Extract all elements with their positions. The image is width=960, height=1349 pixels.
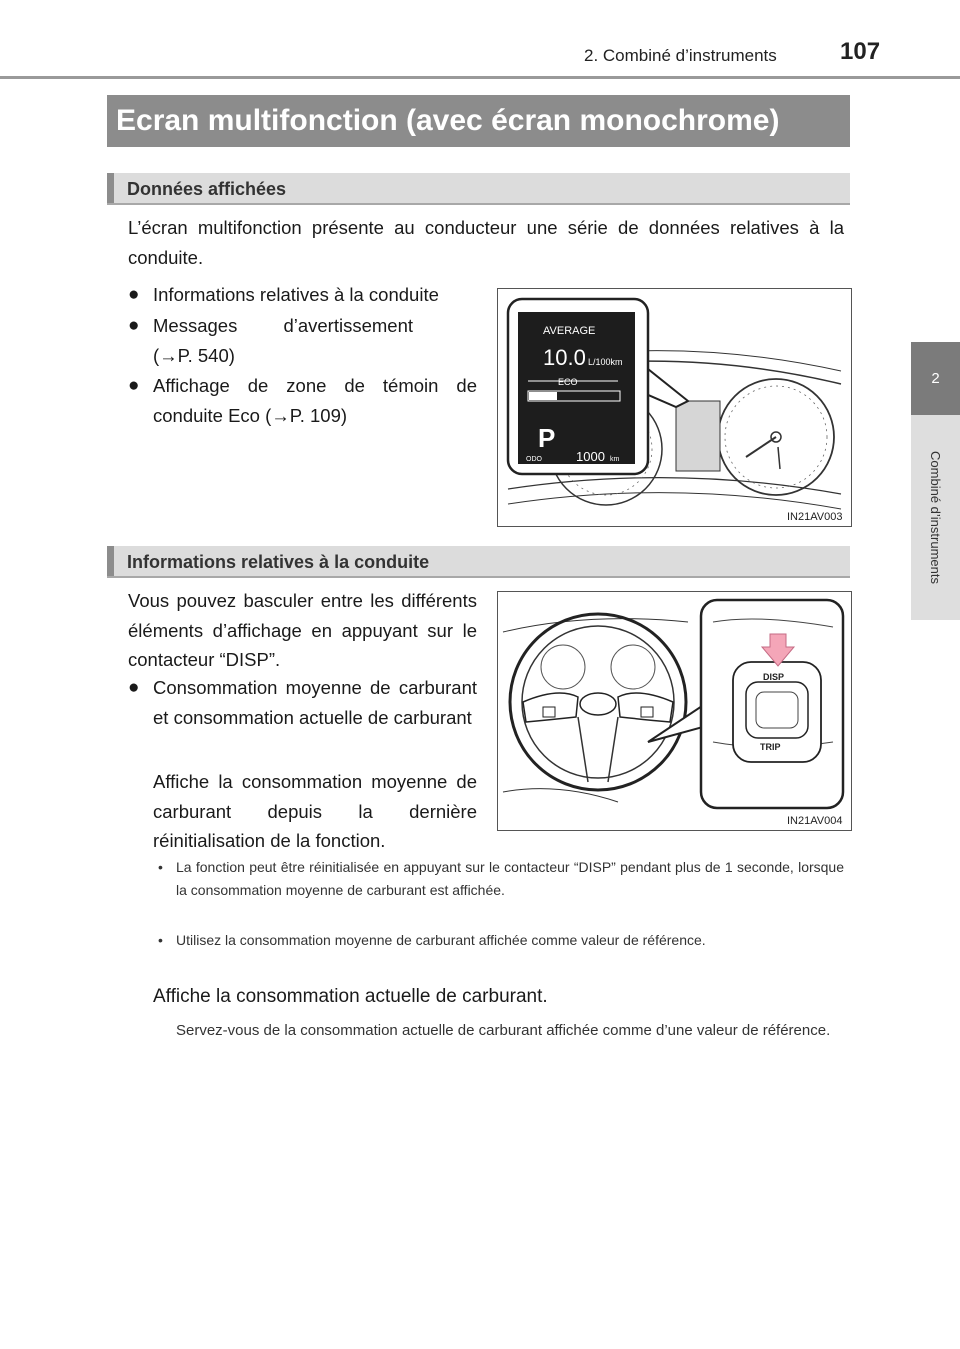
section-heading-text: Données affichées <box>127 179 287 199</box>
running-header-chapter: 2. Combiné d’instruments <box>584 46 777 65</box>
note-item: La fonction peut être réinitialisée en appuyant sur le contacteur “DISP” pendant plus de 1 seconde, lorsque la consommation moyenne de carburant est affichée. <box>176 859 844 898</box>
figure-code: IN21AV003 <box>787 511 843 523</box>
page-number: 107 <box>840 38 881 65</box>
section2-intro: Vous pouvez basculer entre les différents éléments d’affichage en appuyant sur le contacteur “DISP”. <box>128 590 477 670</box>
section-heading-bar <box>107 173 114 203</box>
bullet-item: Messages d’avertissement (→P. 540) <box>153 315 413 366</box>
chapter-tab-label: Combiné d’instruments <box>928 451 944 584</box>
bullet-dot: ● <box>128 315 140 336</box>
section-heading-text: Informations relatives à la conduite <box>127 552 430 572</box>
header-rule <box>0 76 960 79</box>
chapter-tab-label-wrap <box>911 415 960 620</box>
screen-gear: P <box>538 423 556 453</box>
bullet-dot: ● <box>128 375 140 396</box>
screen-odo-unit: km <box>610 456 620 463</box>
screen-eco-label: ECO <box>558 377 578 387</box>
figure-instrument-cluster <box>497 288 852 527</box>
bullet-item: Informations relatives à la conduite <box>153 284 439 305</box>
description-current-note: Servez-vous de la consommation actuelle de carburant affichée comme d’une valeur de référence. <box>176 1022 831 1039</box>
section-heading-donnees <box>107 173 850 205</box>
cluster-illustration <box>498 289 851 526</box>
trip-button-label: TRIP <box>760 742 781 752</box>
bullet-dot: ● <box>128 677 140 698</box>
figure-code: IN21AV004 <box>787 815 843 827</box>
steering-wheel-illustration <box>498 592 851 830</box>
description-average: Affiche la consommation moyenne de carburant depuis la dernière réinitialisation de la fonction. <box>153 771 477 851</box>
description-current: Affiche la consommation actuelle de carburant. <box>153 986 548 1007</box>
chapter-tab: 2 <box>911 342 960 415</box>
screen-value: 10.0 <box>543 345 586 370</box>
section-heading-bar <box>107 546 114 576</box>
screen-unit: L/100km <box>588 357 623 367</box>
note-item: Utilisez la consommation moyenne de carburant affichée comme valeur de référence. <box>176 932 706 948</box>
bullet-dot: ● <box>128 284 140 305</box>
figure-steering-wheel <box>497 591 852 831</box>
disp-button-label: DISP <box>763 672 785 682</box>
note-dot: • <box>158 932 163 948</box>
screen-average-label: AVERAGE <box>543 325 596 337</box>
screen-odo-value: 1000 <box>576 449 605 464</box>
bullet-item: Consommation moyenne de carburant et consommation actuelle de carburant <box>153 677 477 728</box>
section1-intro: L’écran multifonction présente au conducteur une série de données relatives à la conduite. <box>128 217 844 268</box>
note-dot: • <box>158 859 163 875</box>
page-title: Ecran multifonction (avec écran monochrome) <box>107 95 850 147</box>
section-heading-informations <box>107 546 850 578</box>
screen-odo-label: ODO <box>526 456 542 463</box>
bullet-item: Affichage de zone de témoin de conduite Eco (→P. 109) <box>153 375 477 426</box>
